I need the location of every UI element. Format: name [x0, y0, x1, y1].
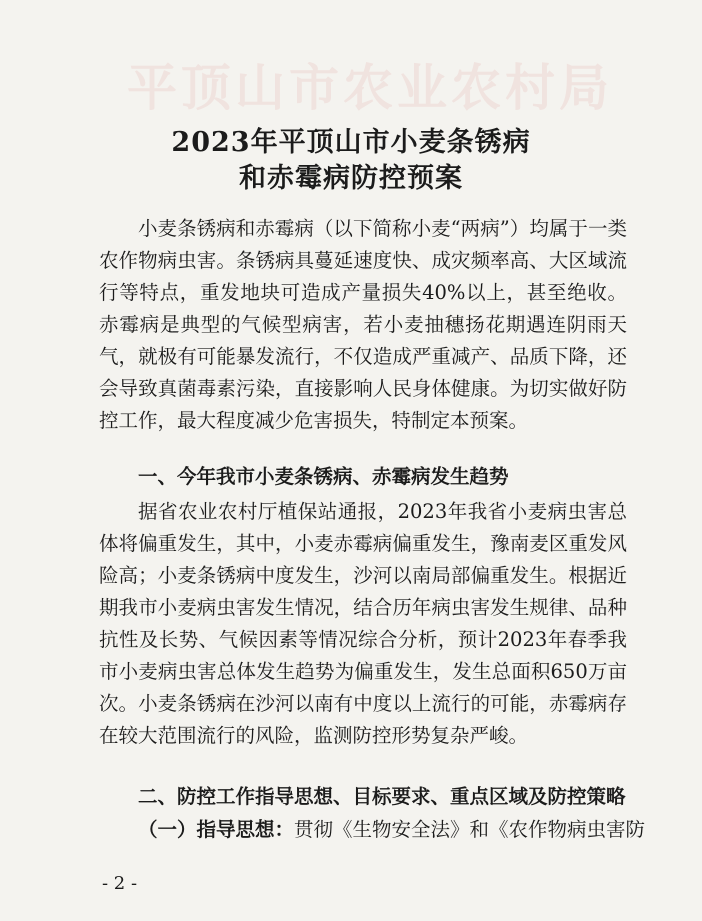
page-number: - 2 - — [102, 873, 138, 894]
header-watermark: 平顶山市农业农村局 — [127, 58, 613, 117]
section1-heading: 一、今年我市小麦条锈病、赤霉病发生趋势 — [138, 465, 509, 488]
subsection1-text: 贯彻《生物安全法》和《农作物病虫害防 — [294, 818, 646, 841]
subsection1-line — [99, 814, 646, 846]
subsection1-label: （一）指导思想： — [138, 818, 295, 841]
document-title-line2: 和赤霉病防控预案 — [239, 163, 463, 194]
document-title-line1: 2023年平顶山市小麦条锈病 — [171, 127, 531, 158]
intro-paragraph: 小麦条锈病和赤霉病（以下简称小麦“两病”）均属于一类农作物病虫害。条锈病具蔓延速度快、成灾频率高、大区域流行等特点，重发地块可造成产量损失40%以上，甚至绝收。赤霉病是典型的气候型病害，若小麦抽穗扬花期遇连阴雨天气，就极有可能暴发流行，不仅造成严重减产、品质下降，还会导致真菌毒素污染，直接影响人民身体健康。为切实做好防控工作，最大程度减少危害损失，特制定本预案。 — [99, 217, 627, 432]
section2-heading: 二、防控工作指导思想、目标要求、重点区域及防控策略 — [138, 785, 626, 808]
section1-paragraph: 据省农业农村厅植保站通报，2023年我省小麦病虫害总体将偏重发生，其中，小麦赤霉病偏重发生，豫南麦区重发风险高；小麦条锈病中度发生，沙河以南局部偏重发生。根据近期我市小麦病虫害发生情况，结合历年病虫害发生规律、品种抗性及长势、气候因素等情况综合分析，预计2023年春季我市小麦病虫害总体发生趋势为偏重发生，发生总面积650万亩次。小麦条锈病在沙河以南有中度以上流行的可能，赤霉病存在较大范围流行的风险，监测防控形势复杂严峻。 — [99, 500, 627, 747]
